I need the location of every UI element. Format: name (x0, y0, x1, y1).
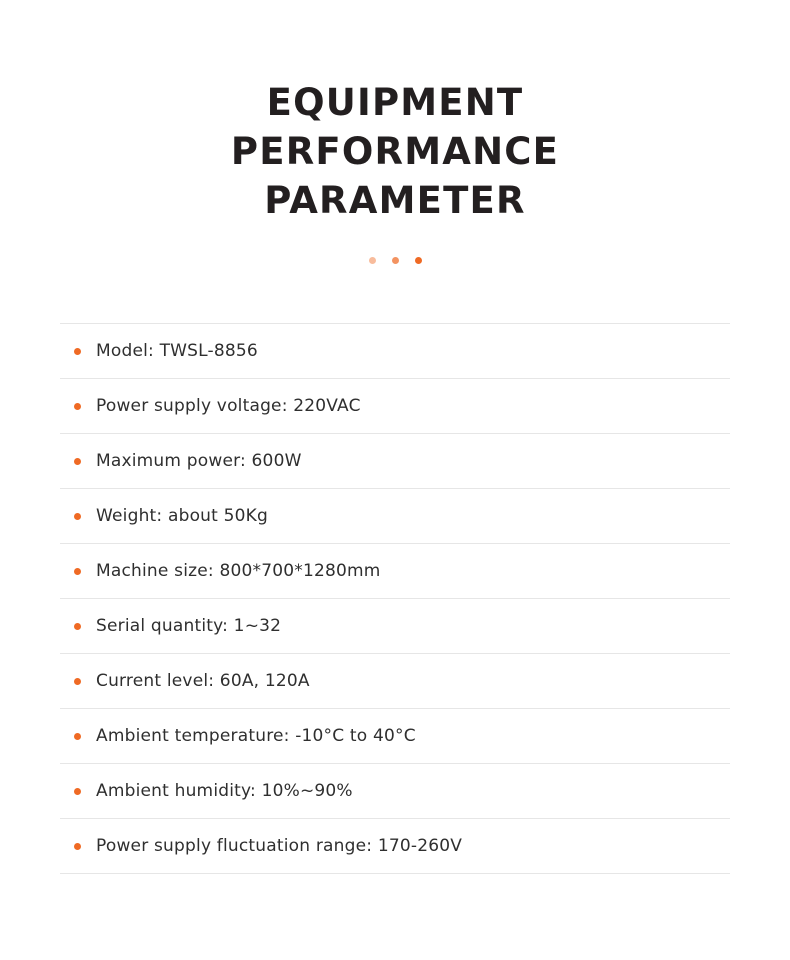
bullet-icon (74, 403, 81, 410)
page-title-line-3: PARAMETER (264, 179, 526, 222)
list-item (60, 379, 730, 434)
bullet-icon (74, 458, 81, 465)
page-title-line-1: EQUIPMENT (266, 81, 524, 124)
list-item-label: Serial quantity: 1~32 (96, 616, 282, 636)
dot-icon (392, 257, 399, 264)
list-item-label: Power supply fluctuation range: 170-260V (96, 836, 463, 856)
bullet-icon (74, 623, 81, 630)
list-item (60, 764, 730, 819)
list-item (60, 654, 730, 709)
list-item-label: Weight: about 50Kg (96, 506, 268, 526)
bullet-icon (74, 788, 81, 795)
list-item (60, 324, 730, 379)
page-header (0, 0, 790, 264)
bullet-icon (74, 348, 81, 355)
page-title-line-2: PERFORMANCE (230, 130, 560, 173)
bullet-icon (74, 843, 81, 850)
bullet-icon (74, 568, 81, 575)
bullet-icon (74, 678, 81, 685)
decorative-dots (0, 257, 790, 264)
specification-list (60, 323, 730, 874)
list-item-label: Ambient humidity: 10%~90% (96, 781, 353, 801)
list-item (60, 434, 730, 489)
bullet-icon (74, 733, 81, 740)
list-item-label: Model: TWSL-8856 (96, 341, 258, 361)
list-item-label: Ambient temperature: -10°C to 40°C (96, 726, 416, 746)
list-item (60, 599, 730, 654)
bullet-icon (74, 513, 81, 520)
list-item (60, 819, 730, 874)
list-item-label: Power supply voltage: 220VAC (96, 396, 361, 416)
list-item-label: Maximum power: 600W (96, 451, 302, 471)
list-item (60, 709, 730, 764)
list-item (60, 489, 730, 544)
dot-icon (415, 257, 422, 264)
dot-icon (369, 257, 376, 264)
list-item-label: Current level: 60A, 120A (96, 671, 310, 691)
list-item (60, 544, 730, 599)
list-item-label: Machine size: 800*700*1280mm (96, 561, 381, 581)
